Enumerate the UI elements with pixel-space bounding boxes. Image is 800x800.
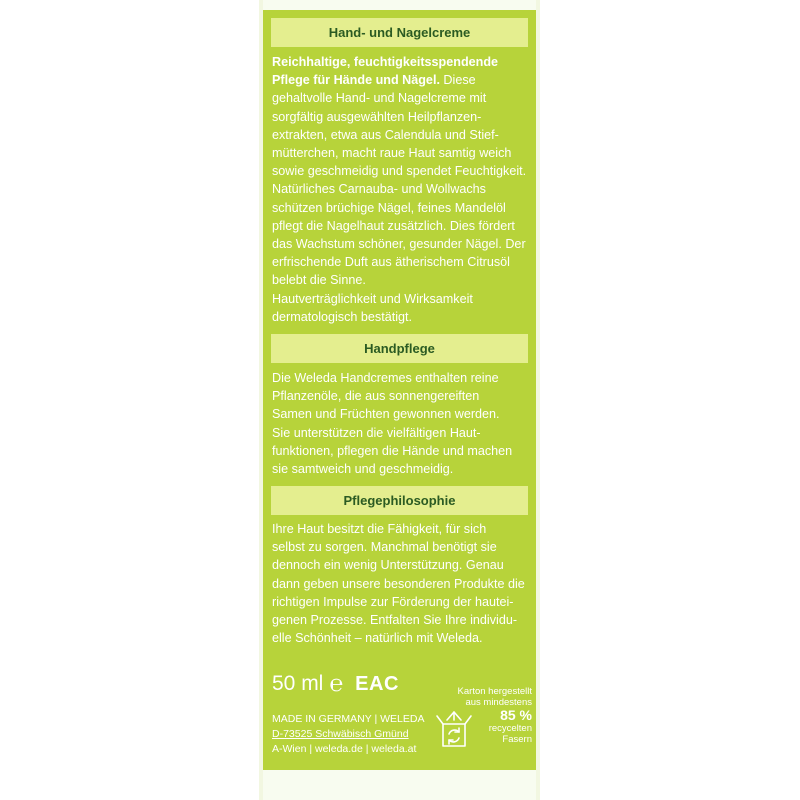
carton-bottom-edge	[263, 770, 536, 800]
handpflege-line: funktionen, pflegen die Hände und machen	[272, 443, 513, 458]
description-lead-2: Pflege für Hände und Nägel.	[272, 73, 440, 88]
recycling-line: Karton hergestellt	[457, 686, 532, 697]
pflegephilosophie-text	[272, 520, 530, 647]
estimated-sign-icon: ℮	[329, 671, 344, 697]
carton-fold-right	[536, 0, 540, 800]
handpflege-line: Die Weleda Handcremes enthalten reine	[272, 371, 499, 385]
description-line: Natürliches Carnauba- und Wollwachs	[272, 182, 486, 197]
description-line: sorgfältig ausgewählten Heilpflanzen-	[272, 109, 482, 124]
description-line: gehaltvolle Hand- und Nagelcreme mit	[272, 91, 487, 106]
carton-back-panel	[263, 0, 536, 800]
description-line: schützen brüchige Nägel, feines Mandelöl	[272, 200, 506, 215]
eac-mark: EAC	[355, 673, 399, 695]
pflegephilosophie-line: genen Prozesse. Entfalten Sie Ihre individu-	[272, 613, 518, 628]
description-line: dermatologisch bestätigt.	[272, 309, 413, 324]
pflegephilosophie-line: dann geben unsere besonderen Produkte die	[272, 576, 525, 591]
description-line: das Wachstum schöner, gesunder Nägel. Der	[272, 237, 526, 252]
section-heading-handpflege: Handpflege	[271, 334, 528, 363]
description-line: sowie geschmeidig und spendet Feuchtigkeit.	[272, 164, 527, 179]
product-description	[272, 53, 530, 326]
recycling-line: Fasern	[502, 734, 532, 745]
description-line: Hautverträglichkeit und Wirksamkeit	[272, 291, 473, 306]
description-line: pflegt die Nagelhaut zusätzlich. Dies fördert	[272, 218, 515, 233]
volume-row	[272, 670, 399, 698]
handpflege-line: Samen und Früchten gewonnen werden.	[272, 407, 500, 422]
description-line: belebt die Sinne.	[272, 273, 366, 288]
recycling-line: aus mindestens	[465, 697, 532, 708]
handpflege-line: Pflanzenöle, die aus sonnengereiften	[272, 389, 480, 404]
manufacturer-line: MADE IN GERMANY | WELEDA	[272, 713, 425, 725]
section-heading-hand-und-nagelcreme: Hand- und Nagelcreme	[271, 18, 528, 47]
description-line: extrakten, etwa aus Calendula und Stief-	[272, 127, 499, 142]
pflegephilosophie-line: elle Schönheit – natürlich mit Weleda.	[272, 631, 483, 646]
description-lead-1: Reichhaltige, feuchtigkeitsspendende	[272, 55, 499, 69]
manufacturer-line: D-73525 Schwäbisch Gmünd	[272, 728, 409, 740]
volume-label: 50 ml	[272, 672, 324, 695]
description-line: erfrischende Duft aus ätherischem Citrusöl	[272, 255, 510, 270]
recycling-percent: 85 %	[500, 707, 532, 723]
manufacturer-info	[272, 712, 424, 757]
pflegephilosophie-line: dennoch ein wenig Unterstützung. Genau	[272, 558, 504, 573]
recycled-box-icon	[431, 700, 477, 752]
section-heading-pflegephilosophie: Pflegephilosophie	[271, 486, 528, 515]
description-line: Diese	[439, 73, 476, 88]
description-line: mütterchen, macht raue Haut samtig weich	[272, 146, 512, 161]
handpflege-text	[272, 369, 530, 478]
pflegephilosophie-line: richtigen Impulse zur Förderung der hautei-	[272, 594, 514, 609]
handpflege-line: sie samtweich und geschmeidig.	[272, 462, 454, 477]
carton-top-edge	[263, 0, 536, 10]
pflegephilosophie-line: Ihre Haut besitzt die Fähigkeit, für sich	[272, 522, 487, 536]
pflegephilosophie-line: selbst zu sorgen. Manchmal benötigt sie	[272, 540, 497, 555]
manufacturer-line: A-Wien | weleda.de | weleda.at	[272, 743, 417, 755]
handpflege-line: Sie unterstützen die vielfältigen Haut-	[272, 425, 481, 440]
recycling-line: recycelten	[488, 723, 532, 734]
